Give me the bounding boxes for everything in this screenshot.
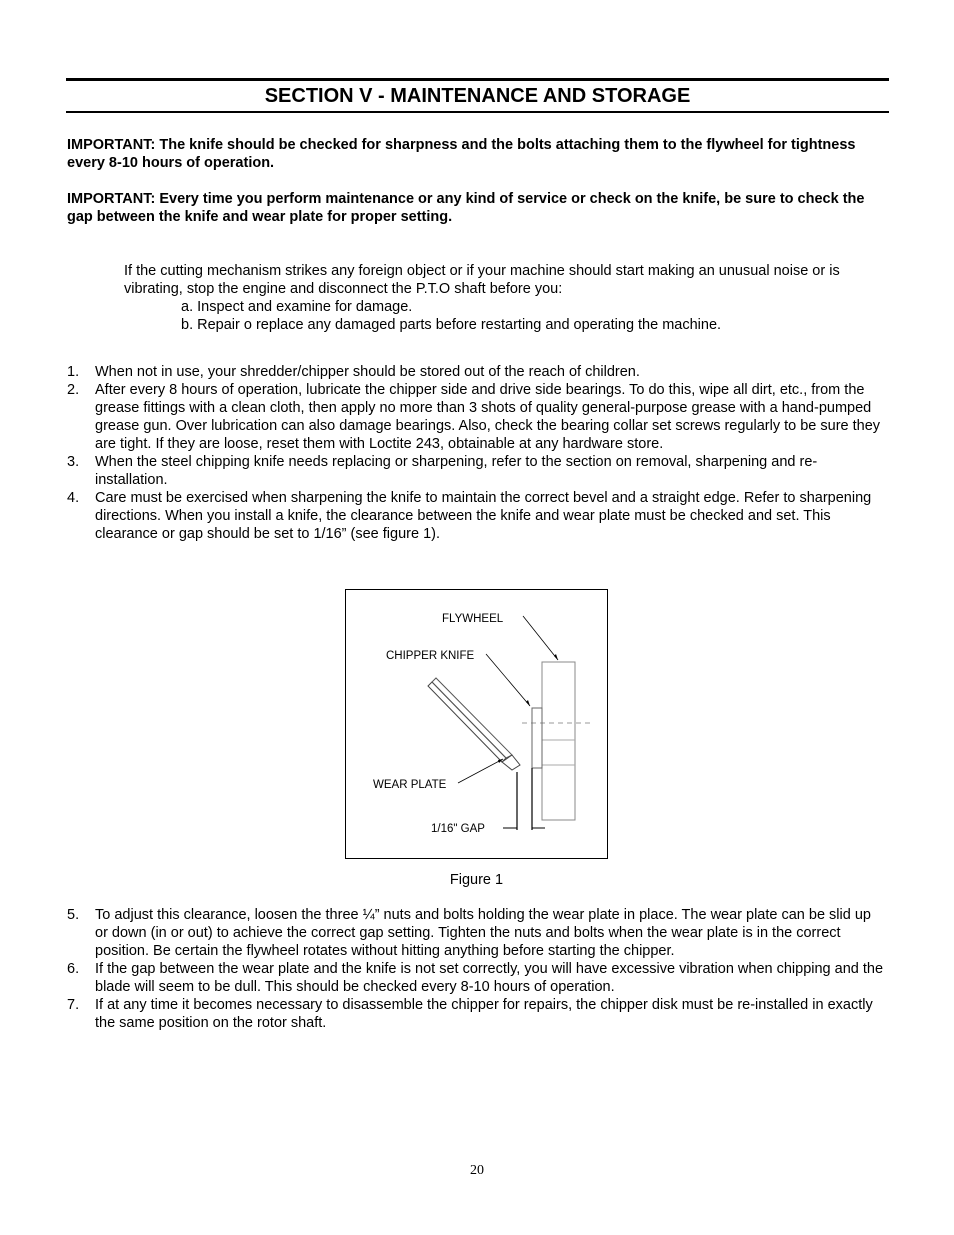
- list-number: 7.: [67, 997, 80, 1013]
- list-text: When the steel chipping knife needs replacing or sharpening, refer to the section on removal, sharpening and re-installation.: [95, 454, 818, 488]
- list-item: [67, 996, 887, 1032]
- list-number: 6.: [67, 961, 80, 977]
- list-item: [67, 960, 887, 996]
- warning-paragraph: If the cutting mechanism strikes any foreign object or if your machine should start making an unusual noise or is vibrating, stop the engine and disconnect the P.T.O shaft before you:: [124, 263, 840, 297]
- list-text: To adjust this clearance, loosen the three ¼” nuts and bolts holding the wear plate in place. The wear plate can be slid up or down (in or out) to achieve the correct gap setting. Tighten the nuts and bolts when the wear plate is in the correct position. Be certain the flywheel rotates without hitting anything before starting the chipper.: [95, 907, 871, 959]
- label-chipper-knife: CHIPPER KNIFE: [386, 650, 475, 662]
- title-rule-bottom: [66, 111, 889, 113]
- list-number: 1.: [67, 364, 80, 380]
- section-title: SECTION V - MAINTENANCE AND STORAGE: [264, 85, 691, 107]
- list-text: If the gap between the wear plate and the knife is not set correctly, you will have excessive vibration when chipping and the blade will seem to be dull. This should be checked every 8-10 hours of operation.: [95, 961, 884, 995]
- flywheel-shape: [542, 662, 575, 820]
- list-number: 2.: [67, 382, 80, 398]
- list-text: After every 8 hours of operation, lubricate the chipper side and drive side bearings. To do this, wipe all dirt, etc., from the grease fittings with a clean cloth, then apply no more than 3 shots of quality general-purpose grease with a hand-pumped grease gun. Over lubrication can also damage bearings. Also, check the bearing collar set screws regularly to be sure they are tight. If they are loose, reset them with Loctite 243, obtainable at any hardware store.: [95, 382, 881, 452]
- list-text: When not in use, your shredder/chipper should be stored out of the reach of children.: [95, 364, 640, 380]
- knife-holder: [532, 708, 542, 768]
- warning-item-b: b. Repair o replace any damaged parts before restarting and operating the machine.: [181, 317, 722, 333]
- important-note-1: IMPORTANT: The knife should be checked for sharpness and the bolts attaching them to the flywheel for tightness every 8-10 hours of operation.: [67, 137, 856, 171]
- list-number: 3.: [67, 454, 80, 470]
- maintenance-list-1: [67, 363, 887, 543]
- title-rule-top: [66, 78, 889, 81]
- list-number: 4.: [67, 490, 80, 506]
- important-note-2: IMPORTANT: Every time you perform maintenance or any kind of service or check on the knife, be sure to check the gap between the knife and wear plate for proper setting.: [67, 191, 865, 225]
- label-flywheel: FLYWHEEL: [442, 613, 504, 625]
- label-gap: 1/16" GAP: [431, 823, 485, 835]
- figure-caption: Figure 1: [449, 872, 504, 888]
- list-text: Care must be exercised when sharpening the knife to maintain the correct bevel and a straight edge. Refer to sharpening directions. When you install a knife, the clearance between the knife and wear plate must be checked and set. This clearance or gap should be set to 1/16” (see figure 1).: [95, 490, 872, 542]
- list-item: [67, 453, 887, 489]
- label-wear-plate: WEAR PLATE: [373, 779, 447, 791]
- wear-plate-shape: [428, 682, 506, 762]
- list-text: If at any time it becomes necessary to disassemble the chipper for repairs, the chipper disk must be re-installed in exactly the same position on the rotor shaft.: [95, 997, 873, 1031]
- figure-1-diagram: [345, 589, 608, 859]
- maintenance-list-2: [67, 906, 887, 1032]
- list-item: [67, 381, 887, 453]
- list-item: [67, 363, 887, 381]
- list-item: [67, 906, 887, 960]
- list-item: [67, 489, 887, 543]
- warning-item-a: a. Inspect and examine for damage.: [181, 299, 413, 315]
- list-number: 5.: [67, 907, 80, 923]
- page-number: 20: [470, 1163, 484, 1178]
